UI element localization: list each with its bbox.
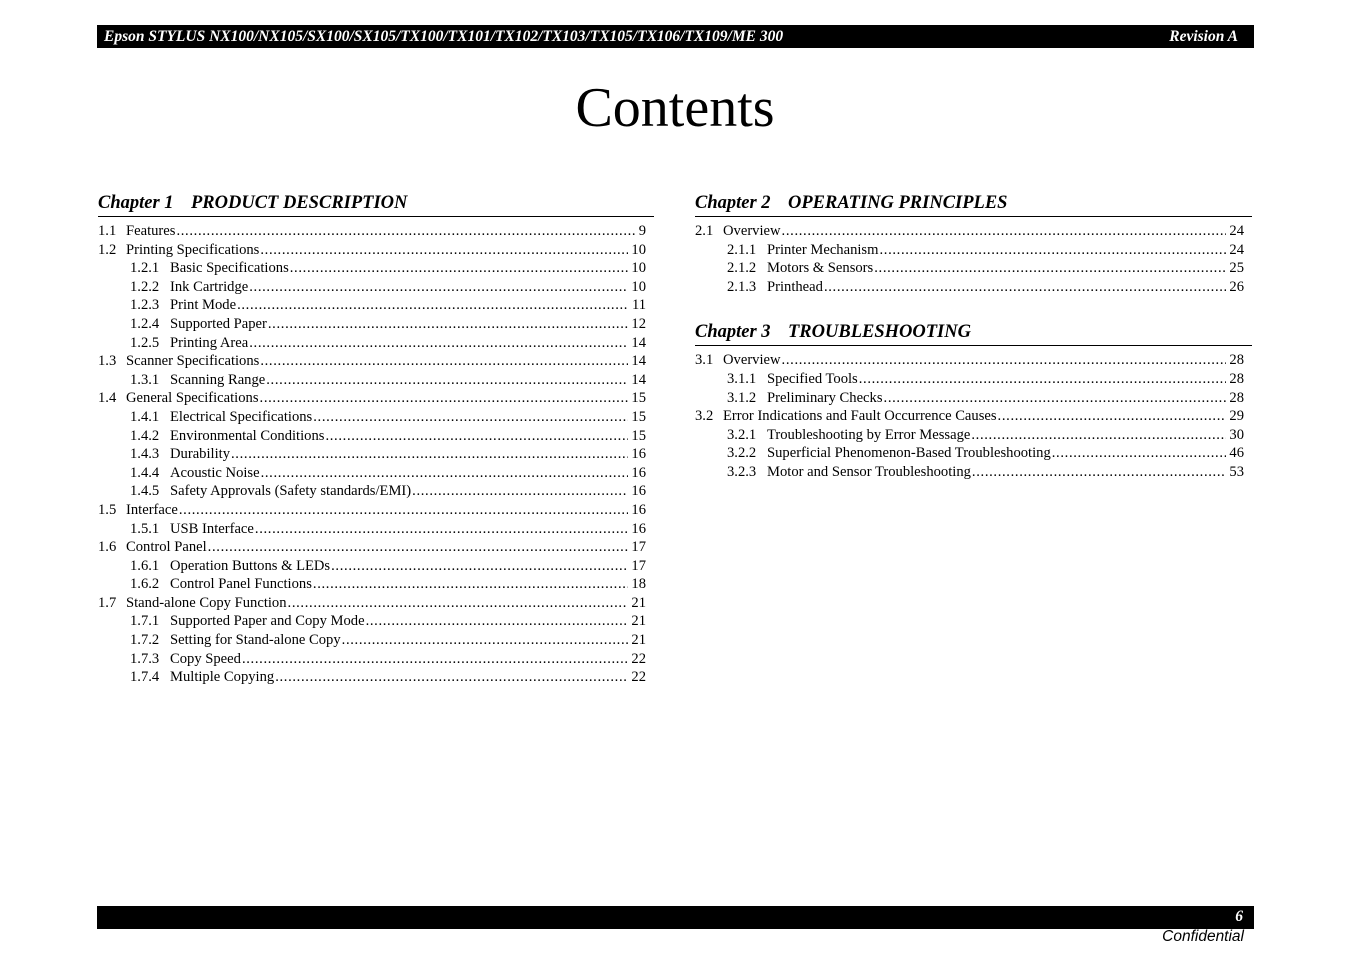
section-number: 1.7.2 [130,632,160,649]
toc-entry[interactable] [695,222,1252,241]
dot-leader [249,334,628,353]
section-number: 2.1.2 [727,260,757,277]
dot-leader [260,352,628,371]
toc-entry[interactable] [98,501,654,520]
section-title: Control Panel Functions [170,576,312,593]
page-reference: 29 [1229,408,1244,425]
toc-entry[interactable] [98,575,654,594]
section-number: 1.6.2 [130,576,160,593]
section-title: Print Mode [170,297,237,314]
toc-entry[interactable] [98,631,654,650]
page-reference: 30 [1229,426,1244,443]
dot-leader [331,557,628,576]
section-number: 1.7 [98,594,117,611]
page-reference: 16 [631,501,646,518]
dot-leader [879,241,1226,260]
toc-entry[interactable] [98,482,654,501]
page-title: Contents [575,77,775,139]
section-title: Environmental Conditions [170,427,325,444]
toc-entry[interactable] [695,407,1252,426]
dot-leader [266,371,628,390]
section-number: 1.4.5 [130,483,160,500]
toc-entry[interactable] [695,389,1252,408]
toc-entry[interactable] [98,668,654,687]
section-title: Electrical Specifications [170,408,313,425]
dot-leader [325,427,628,446]
dot-leader [874,259,1226,278]
section-title: Superficial Phenomenon-Based Troubleshooting [767,445,1051,462]
page-reference: 25 [1229,260,1244,277]
dot-leader [782,351,1227,370]
dot-leader [249,278,628,297]
dot-leader [824,278,1226,297]
dot-leader [1052,444,1227,463]
section-number: 1.4 [98,390,117,407]
footer-bar [97,906,1254,929]
page-reference: 10 [631,278,646,295]
toc-entry[interactable] [695,444,1252,463]
section-number: 1.7.4 [130,669,160,686]
section-title: USB Interface [170,520,254,537]
section-title: Specified Tools [767,370,858,387]
dot-leader [782,222,1227,241]
page-reference: 15 [631,427,646,444]
toc-entry[interactable] [98,334,654,353]
section-number: 1.4.3 [130,446,160,463]
dot-leader [313,575,629,594]
section-number: 3.2.3 [727,463,757,480]
page-reference: 28 [1229,370,1244,387]
section-title: Printing Area [170,334,249,351]
page-reference: 10 [631,260,646,277]
chapter-heading [695,191,1252,217]
toc-entry[interactable] [98,222,654,241]
section-number: 3.2.2 [727,445,757,462]
dot-leader [313,408,628,427]
dot-leader [208,538,629,557]
section-number: 2.1.1 [727,241,757,258]
product-title: Epson STYLUS NX100/NX105/SX100/SX105/TX100/TX101/TX102/TX103/TX105/TX106/TX109/ME 300 [104,27,784,45]
header-bar [97,25,1254,48]
section-title: Preliminary Checks [767,389,883,406]
section-title: Operation Buttons & LEDs [170,557,331,574]
page-number: 6 [1235,908,1243,925]
section-number: 1.1 [98,223,117,239]
dot-leader [288,594,629,613]
toc-list [98,222,654,687]
page-reference: 17 [631,539,646,556]
toc-entry[interactable] [98,650,654,669]
section-title: Ink Cartridge [170,278,249,295]
section-title: Durability [170,446,230,463]
section-title: General Specifications [126,390,259,407]
toc-entry[interactable] [695,351,1252,370]
page-reference: 24 [1229,223,1244,239]
section-title: Scanner Specifications [126,353,260,370]
confidential-label: Confidential [1162,928,1244,945]
toc-entry[interactable] [98,352,654,371]
section-title: Motors & Sensors [767,260,874,277]
chapter-title: PRODUCT DESCRIPTION [191,193,408,213]
section-number: 1.4.4 [130,464,160,481]
section-title: Overview [723,352,781,369]
toc-entry[interactable] [98,259,654,278]
dot-leader [255,520,629,539]
page-reference: 21 [631,632,646,649]
dot-leader [237,296,629,315]
page-reference: 11 [631,297,646,314]
toc-entry[interactable] [98,296,654,315]
page-reference: 28 [1229,389,1244,406]
section-title: Multiple Copying [170,669,275,686]
section-number: 1.2.1 [130,260,160,277]
chapter-number: Chapter 3 [695,322,771,343]
toc-entry[interactable] [695,241,1252,260]
page-reference: 28 [1229,352,1244,369]
page-reference: 22 [631,669,646,686]
section-title: Safety Approvals (Safety standards/EMI) [170,483,412,500]
page-reference: 22 [631,650,646,667]
page-reference: 9 [638,223,646,239]
page-reference: 21 [631,613,646,630]
page-reference: 16 [631,483,646,500]
toc-entry[interactable] [98,241,654,260]
section-title: Features [126,223,176,239]
section-number: 1.2.5 [130,334,160,351]
toc-column-left [98,191,654,711]
page-reference: 12 [631,315,646,332]
dot-leader [971,426,1226,445]
section-number: 1.6.1 [130,557,160,574]
chapter-number: Chapter 1 [98,193,174,213]
dot-leader [260,389,629,408]
dot-leader [290,259,629,278]
section-number: 1.7.1 [130,613,160,630]
section-title: Acoustic Noise [170,464,260,481]
section-title: Basic Specifications [170,260,289,277]
chapter-heading [98,191,654,217]
section-number: 2.1.3 [727,278,757,295]
page-reference: 14 [631,353,646,370]
page-reference: 24 [1229,241,1244,258]
section-number: 1.4.2 [130,427,160,444]
section-title: Supported Paper [170,315,267,332]
section-number: 1.6 [98,539,117,556]
toc-entry[interactable] [695,370,1252,389]
page-reference: 16 [631,464,646,481]
toc-entry[interactable] [695,463,1252,482]
page-reference: 21 [631,594,646,611]
section-title: Error Indications and Fault Occurrence Causes [723,408,997,425]
section-number: 2.1 [695,223,714,239]
toc-entry[interactable] [695,259,1252,278]
toc-entry[interactable] [98,557,654,576]
dot-leader [179,501,629,520]
dot-leader [275,668,628,687]
section-number: 1.7.3 [130,650,160,667]
toc-entry[interactable] [98,464,654,483]
page-reference: 14 [631,371,646,388]
dot-leader [366,612,629,631]
section-title: Control Panel [126,539,207,556]
section-number: 3.1.2 [727,389,757,406]
dot-leader [242,650,628,669]
toc-entry[interactable] [98,520,654,539]
dot-leader [176,222,635,241]
toc-entry[interactable] [695,426,1252,445]
section-title: Motor and Sensor Troubleshooting [767,463,971,480]
toc-entry[interactable] [98,594,654,613]
section-title: Printing Specifications [126,241,260,258]
page-reference: 16 [631,446,646,463]
toc-entry[interactable] [98,538,654,557]
dot-leader [884,389,1227,408]
page-reference: 15 [631,408,646,425]
dot-leader [972,463,1226,482]
section-number: 3.1 [695,352,714,369]
section-title: Printer Mechanism [767,241,879,258]
section-number: 1.2 [98,241,117,258]
page-reference: 16 [631,520,646,537]
section-number: 1.5 [98,501,117,518]
section-title: Troubleshooting by Error Message [767,426,971,443]
toc-column-right [695,191,1252,506]
dot-leader [342,631,629,650]
dot-leader [261,464,629,483]
section-title: Printhead [767,278,823,295]
toc-entry[interactable] [98,371,654,390]
toc-entry[interactable] [98,445,654,464]
dot-leader [998,407,1227,426]
page-reference: 18 [631,576,646,593]
section-title: Scanning Range [170,371,266,388]
toc-entry[interactable] [98,315,654,334]
toc-entry[interactable] [98,427,654,446]
section-title: Copy Speed [170,650,241,667]
toc-entry[interactable] [695,278,1252,297]
section-number: 1.3.1 [130,371,160,388]
chapter-title: OPERATING PRINCIPLES [788,193,1008,213]
dot-leader [260,241,628,260]
section-number: 1.2.4 [130,315,160,332]
toc-entry[interactable] [98,278,654,297]
section-number: 1.4.1 [130,408,160,425]
page-reference: 53 [1229,463,1244,480]
page-reference: 26 [1229,278,1244,295]
section-number: 1.3 [98,353,117,370]
section-title: Setting for Stand-alone Copy [170,632,341,649]
page-reference: 17 [631,557,646,574]
dot-leader [412,482,628,501]
toc-entry[interactable] [98,389,654,408]
dot-leader [268,315,629,334]
page-reference: 15 [631,390,646,407]
section-number: 3.1.1 [727,370,757,387]
page-reference: 10 [631,241,646,258]
toc-list [695,222,1252,296]
revision-label: Revision A [1169,27,1238,45]
section-number: 1.2.3 [130,297,160,314]
dot-leader [859,370,1227,389]
section-title: Interface [126,501,178,518]
toc-entry[interactable] [98,612,654,631]
section-title: Supported Paper and Copy Mode [170,613,365,630]
section-number: 3.2 [695,408,714,425]
section-title: Overview [723,223,781,239]
page-reference: 14 [631,334,646,351]
toc-entry[interactable] [98,408,654,427]
chapter-title: TROUBLESHOOTING [788,322,971,343]
section-number: 1.5.1 [130,520,160,537]
section-number: 3.2.1 [727,426,757,443]
chapter-heading [695,320,1252,346]
chapter-number: Chapter 2 [695,193,771,213]
page-reference: 46 [1229,445,1244,462]
dot-leader [231,445,628,464]
section-number: 1.2.2 [130,278,160,295]
toc-list [695,351,1252,481]
section-title: Stand-alone Copy Function [126,594,287,611]
